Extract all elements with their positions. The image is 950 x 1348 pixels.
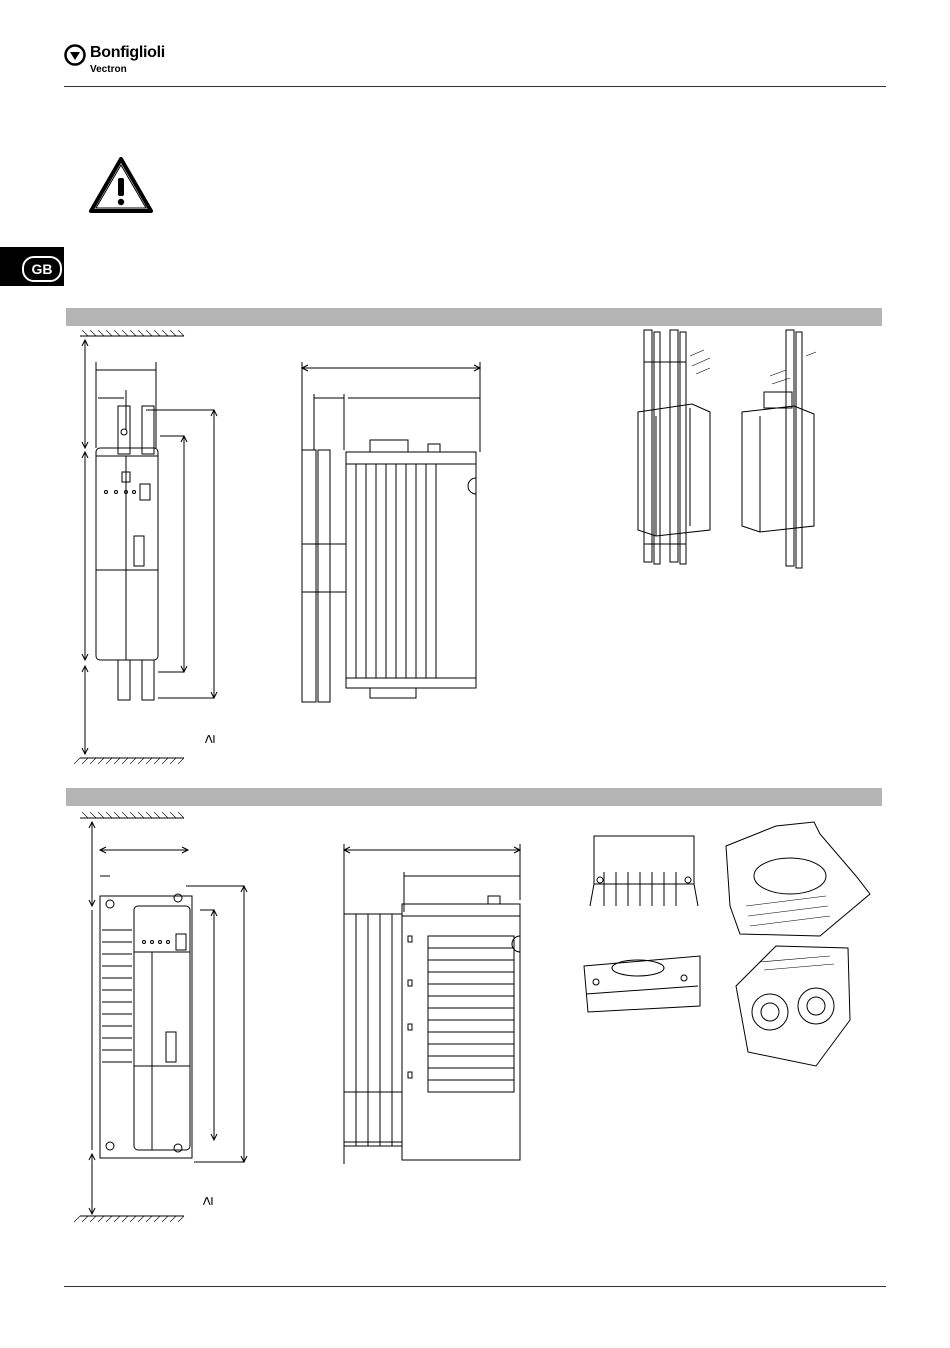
footer-rule (64, 1286, 886, 1287)
front-view-drawing-2 (60, 810, 540, 1230)
header-rule (64, 86, 886, 87)
mounting-perspective-2 (580, 816, 880, 1076)
section-header-bar-2 (66, 788, 882, 806)
warning-triangle-icon (88, 156, 154, 214)
front-view-drawing-1 (60, 330, 500, 770)
min-symbol-1: ≥ (201, 734, 219, 744)
brand-logo (64, 42, 204, 82)
brand-sub: Vectron (90, 64, 127, 75)
bonfiglioli-logo-icon (64, 44, 86, 66)
language-label: GB (22, 256, 62, 282)
section-header-bar-1 (66, 308, 882, 326)
mounting-perspective-1 (630, 326, 830, 570)
language-tab (0, 247, 64, 286)
brand-name: Bonfiglioli (90, 44, 165, 61)
min-symbol-2: ≥ (199, 1196, 217, 1206)
